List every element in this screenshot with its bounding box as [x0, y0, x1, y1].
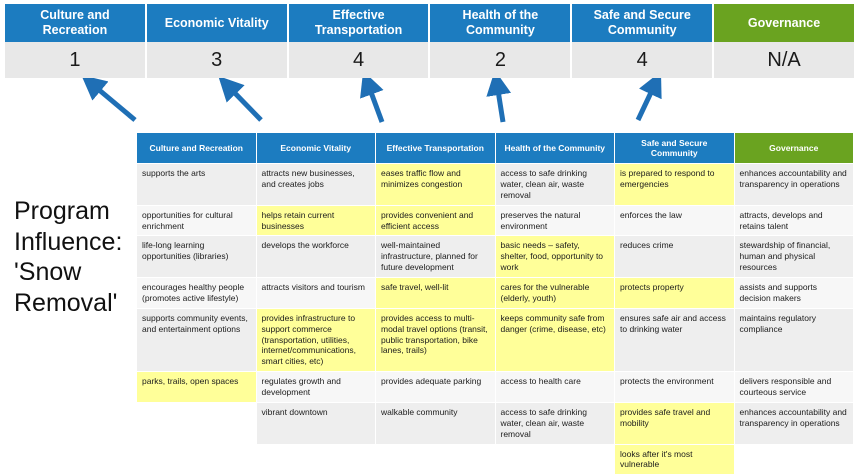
matrix-cell: safe travel, well-lit: [376, 278, 496, 309]
matrix-cell: develops the workforce: [256, 236, 376, 278]
summary-header-governance: [714, 4, 854, 42]
summary-score-health-of-the-community: 2: [430, 42, 572, 78]
matrix-cell: parks, trails, open spaces: [137, 372, 257, 403]
table-row: [137, 164, 854, 206]
matrix-cell: well-maintained infrastructure, planned for future development: [376, 236, 496, 278]
table-row: [137, 402, 854, 444]
matrix-cell: preserves the natural environment: [495, 205, 615, 236]
matrix-header-culture-and-recreation: Culture and Recreation: [137, 133, 257, 164]
matrix-cell: is prepared to respond to emergencies: [615, 164, 735, 206]
caption-line-1: Program: [14, 197, 110, 225]
matrix-cell: delivers responsible and courteous service: [734, 372, 854, 403]
matrix-cell: protects property: [615, 278, 735, 309]
matrix-cell: attracts visitors and tourism: [256, 278, 376, 309]
summary-header-label: Health of the Community: [462, 8, 539, 37]
arrow-icon-health-of-the-community: [497, 84, 503, 122]
matrix-cell: enforces the law: [615, 205, 735, 236]
matrix-cell: provides safe travel and mobility: [615, 402, 735, 444]
summary-header-label: Governance: [747, 15, 821, 30]
matrix-cell-empty: [376, 444, 496, 475]
caption-line-2: Influence:: [14, 227, 123, 256]
matrix-cell: keeps community safe from danger (crime, disease, etc): [495, 308, 615, 371]
summary-score-culture-and-recreation: 1: [5, 42, 147, 78]
summary-score-economic-vitality: 3: [147, 42, 289, 78]
matrix-cell: reduces crime: [615, 236, 735, 278]
matrix-cell-empty: [137, 402, 257, 444]
caption-line-4: Removal': [14, 288, 118, 317]
matrix-cell: provides access to multi-modal travel options (transit, public transportation, bike lanes, trails): [376, 308, 496, 371]
summary-header-health-of-the-community: [430, 4, 572, 42]
matrix-header-safe-and-secure-community: Safe and Secure Community: [615, 133, 735, 164]
arrow-icon-culture-and-recreation: [92, 84, 135, 120]
table-row: [137, 444, 854, 475]
matrix-header-row: [137, 133, 854, 164]
summary-header-label: Effective Transportation: [314, 8, 403, 37]
summary-header-row: [5, 4, 854, 42]
matrix-cell: walkable community: [376, 402, 496, 444]
matrix-cell: helps retain current businesses: [256, 205, 376, 236]
matrix-cell: protects the environment: [615, 372, 735, 403]
matrix-cell: provides adequate parking: [376, 372, 496, 403]
summary-score-governance: N/A: [767, 48, 801, 71]
matrix-cell: regulates growth and development: [256, 372, 376, 403]
arrow-icon-effective-transportation: [368, 84, 382, 122]
matrix-cell: provides infrastructure to support commerce (transportation, utilities, internet/communications, smart cities, etc): [256, 308, 376, 371]
table-row: [137, 278, 854, 309]
matrix-cell: access to health care: [495, 372, 615, 403]
table-row: [137, 205, 854, 236]
table-row: [137, 308, 854, 371]
matrix-cell: attracts, develops and retains talent: [734, 205, 854, 236]
program-influence-caption: [14, 196, 136, 318]
matrix-header-health-of-the-community: Health of the Community: [495, 133, 615, 164]
matrix-header-economic-vitality: Economic Vitality: [256, 133, 376, 164]
caption-line-3: 'Snow: [14, 258, 82, 286]
matrix-cell: supports the arts: [137, 164, 257, 206]
matrix-cell: provides convenient and efficient access: [376, 205, 496, 236]
matrix-cell: opportunities for cultural enrichment: [137, 205, 257, 236]
matrix-cell: basic needs – safety, shelter, food, opportunity to work: [495, 236, 615, 278]
summary-score-row: [5, 42, 854, 78]
matrix-header-governance: Governance: [734, 133, 854, 164]
matrix-cell-empty: [734, 444, 854, 475]
table-row: [137, 372, 854, 403]
matrix-cell: assists and supports decision makers: [734, 278, 854, 309]
matrix-cell: life-long learning opportunities (libraries): [137, 236, 257, 278]
summary-score-effective-transportation: 4: [289, 42, 431, 78]
summary-header-economic-vitality: [147, 4, 289, 42]
matrix-cell: cares for the vulnerable (elderly, youth): [495, 278, 615, 309]
matrix-cell: enhances accountability and transparency in operations: [734, 402, 854, 444]
summary-score-safe-and-secure-community: 4: [572, 42, 714, 78]
matrix-cell-empty: [137, 444, 257, 475]
summary-header-label: Safe and Secure Community: [593, 8, 691, 37]
summary-header-safe-and-secure-community: [572, 4, 714, 42]
matrix-cell: access to safe drinking water, clean air, waste removal: [495, 164, 615, 206]
arrow-group: [0, 78, 859, 136]
summary-header-culture-and-recreation: [5, 4, 147, 42]
table-row: [137, 236, 854, 278]
matrix-cell-empty: [495, 444, 615, 475]
matrix-cell: supports community events, and entertainment options: [137, 308, 257, 371]
matrix-cell: enhances accountability and transparency in operations: [734, 164, 854, 206]
matrix-cell: maintains regulatory compliance: [734, 308, 854, 371]
matrix-cell: encourages healthy people (promotes active lifestyle): [137, 278, 257, 309]
matrix-cell-empty: [256, 444, 376, 475]
matrix-cell: access to safe drinking water, clean air, waste removal: [495, 402, 615, 444]
matrix-cell: looks after it's most vulnerable: [615, 444, 735, 475]
influence-matrix: [136, 132, 854, 475]
matrix-header-effective-transportation: Effective Transportation: [376, 133, 496, 164]
summary-header-effective-transportation: [289, 4, 431, 42]
summary-header-label: Economic Vitality: [164, 15, 269, 30]
matrix-cell: stewardship of financial, human and physical resources: [734, 236, 854, 278]
matrix-cell: attracts new businesses, and creates jobs: [256, 164, 376, 206]
summary-header-label: Culture and Recreation: [40, 8, 110, 37]
matrix-cell: vibrant downtown: [256, 402, 376, 444]
matrix-cell: eases traffic flow and minimizes congestion: [376, 164, 496, 206]
matrix-cell: ensures safe air and access to drinking water: [615, 308, 735, 371]
arrow-icon-safe-and-secure-community: [638, 84, 655, 120]
summary-band: [5, 4, 854, 78]
arrow-icon-economic-vitality: [228, 86, 261, 120]
matrix-body: [137, 164, 854, 475]
